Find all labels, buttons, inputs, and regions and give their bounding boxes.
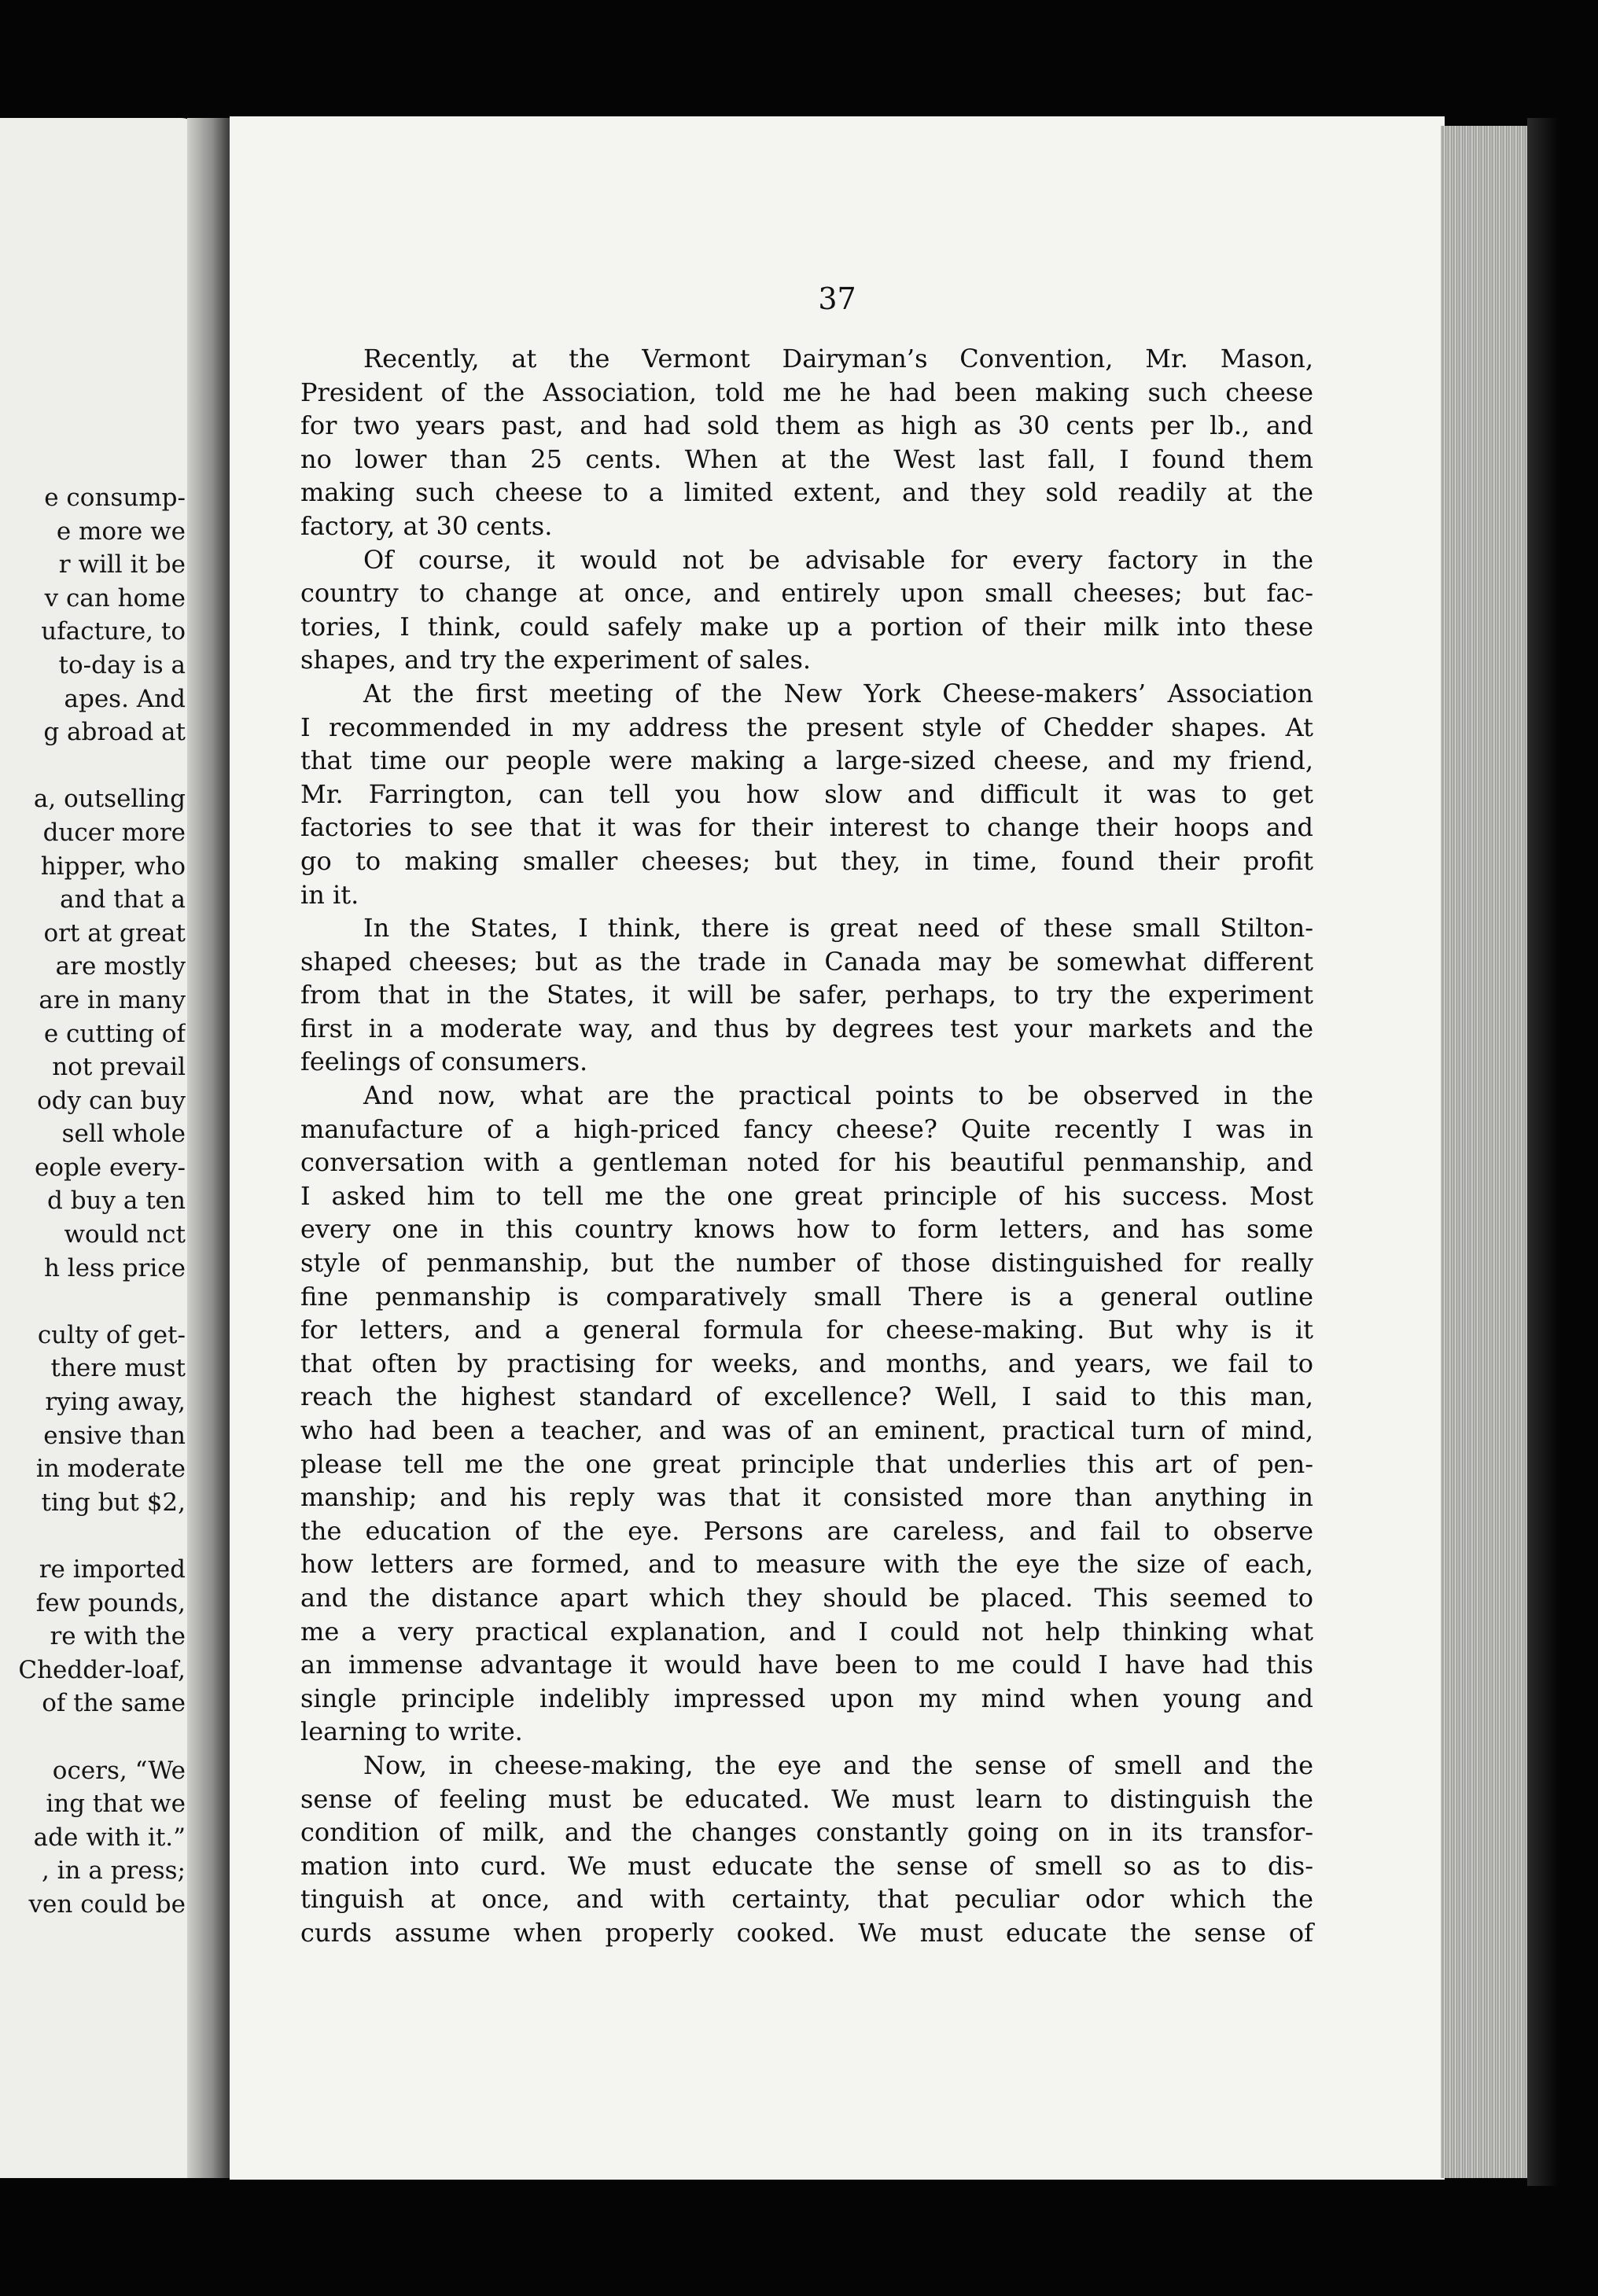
- text-line: Now, in cheese-making, the eye and the sense of smell and the: [363, 1750, 1313, 1780]
- previous-page-line: ocers, “We: [52, 1756, 186, 1785]
- previous-page-line: , in a press;: [41, 1856, 186, 1886]
- page-body-text: [300, 342, 1313, 1950]
- previous-page-line: a, outselling: [33, 785, 186, 814]
- text-line: and the distance apart which they should be placed. This seemed to: [300, 1582, 1313, 1613]
- previous-page-line: g abroad at: [43, 718, 186, 747]
- previous-page-line: h less price: [43, 1253, 186, 1282]
- previous-page-line: culty of get-: [37, 1320, 186, 1349]
- previous-page-line: Chedder-loaf,: [18, 1655, 186, 1684]
- previous-page-line: there must: [50, 1354, 186, 1383]
- page-edge-shadow: [1527, 118, 1559, 2186]
- previous-page-line: would nct: [64, 1220, 186, 1249]
- text-line: condition of milk, and the changes constantly going on in its transfor-: [300, 1817, 1313, 1848]
- previous-page-line: ufacture, to: [41, 617, 186, 646]
- text-line: sense of feeling must be educated. We must learn to distinguish the: [300, 1783, 1313, 1814]
- text-line: shaped cheeses; but as the trade in Canada may be somewhat different: [300, 946, 1313, 977]
- previous-page-line: ody can buy: [37, 1086, 186, 1115]
- text-line: me a very practical explanation, and I could not help thinking what: [300, 1616, 1313, 1647]
- text-line: factories to see that it was for their interest to change their hoops and: [300, 812, 1313, 843]
- text-line: for two years past, and had sold them as high as 30 cents per lb., and: [300, 410, 1313, 441]
- text-line: reach the highest standard of excellence? Well, I said to this man,: [300, 1382, 1313, 1412]
- text-line: from that in the States, it will be safer, perhaps, to try the experiment: [300, 980, 1313, 1010]
- text-line: factory, at 30 cents.: [300, 510, 553, 541]
- text-line: tinguish at once, and with certainty, that peculiar odor which the: [300, 1884, 1313, 1915]
- previous-page-text: [0, 481, 186, 1922]
- previous-page-line: re imported: [39, 1555, 186, 1584]
- text-line: go to making smaller cheeses; but they, in time, found their profit: [300, 845, 1313, 876]
- previous-page-line: ducer more: [42, 818, 186, 847]
- previous-page-line: ade with it.”: [33, 1823, 186, 1852]
- text-line: every one in this country knows how to form letters, and has some: [300, 1214, 1313, 1245]
- text-line: At the first meeting of the New York Cheese-makers’ Association: [363, 678, 1313, 708]
- text-line: no lower than 25 cents. When at the West last fall, I found them: [300, 443, 1313, 474]
- text-line: feelings of consumers.: [300, 1047, 588, 1077]
- previous-page-line: v can home: [44, 583, 186, 613]
- text-line: And now, what are the practical points to be observed in the: [363, 1080, 1313, 1111]
- text-line: first in a moderate way, and thus by degrees test your markets and the: [300, 1013, 1313, 1043]
- text-line: how letters are formed, and to measure with the eye the size of each,: [300, 1549, 1313, 1580]
- previous-page-line: not prevail: [52, 1053, 186, 1082]
- text-line: manufacture of a high-priced fancy cheese? Quite recently I was in: [300, 1113, 1313, 1144]
- previous-page-line: [0, 749, 186, 783]
- text-line: style of penmanship, but the number of those distinguished for really: [300, 1248, 1313, 1279]
- text-line: in it.: [300, 879, 359, 910]
- text-line: mation into curd. We must educate the sense of smell so as to dis-: [300, 1850, 1313, 1881]
- current-page: [230, 116, 1445, 2180]
- previous-page-line: r will it be: [58, 550, 186, 580]
- previous-page-line: to-day is a: [58, 650, 186, 679]
- text-line: I asked him to tell me the one great principle of his success. Most: [300, 1180, 1313, 1211]
- text-line: learning to write.: [300, 1716, 523, 1747]
- previous-page-line: rying away,: [45, 1388, 186, 1417]
- previous-page-line: eople every-: [35, 1153, 186, 1182]
- previous-page-line: [0, 1720, 186, 1754]
- previous-page-line: apes. And: [64, 684, 186, 713]
- previous-page-line: e cutting of: [43, 1019, 186, 1048]
- text-line: manship; and his reply was that it consisted more than anything in: [300, 1482, 1313, 1513]
- previous-page-line: [0, 1285, 186, 1319]
- text-line: conversation with a gentleman noted for his beautiful penmanship, and: [300, 1147, 1313, 1178]
- text-line: Recently, at the Vermont Dairyman’s Convention, Mr. Mason,: [363, 344, 1313, 373]
- text-line: fine penmanship is comparatively small There is a general outline: [300, 1281, 1313, 1312]
- previous-page-line: are mostly: [55, 952, 186, 981]
- previous-page-line: ting but $2,: [41, 1488, 186, 1517]
- previous-page-line: e consump-: [44, 484, 186, 512]
- previous-page-line: [0, 1519, 186, 1553]
- previous-page-line: in moderate: [35, 1455, 186, 1484]
- page-number: 37: [818, 281, 856, 316]
- text-line: that often by practising for weeks, and months, and years, we fail to: [300, 1348, 1313, 1378]
- previous-page-line: d buy a ten: [47, 1187, 186, 1216]
- previous-page-line: ort at great: [43, 918, 186, 947]
- text-line: shapes, and try the experiment of sales.: [300, 645, 812, 675]
- previous-page-line: ensive than: [43, 1421, 186, 1450]
- text-line: Mr. Farrington, can tell you how slow and difficult it was to get: [300, 778, 1313, 809]
- text-line: In the States, I think, there is great need of these small Stilton-: [363, 913, 1313, 944]
- page-block-edge: [1441, 126, 1527, 2178]
- text-line: that time our people were making a large-sized cheese, and my friend,: [300, 745, 1313, 776]
- text-line: an immense advantage it would have been to me could I have had this: [300, 1650, 1313, 1680]
- text-line: single principle indelibly impressed upon my mind when young and: [300, 1683, 1313, 1713]
- text-line: Of course, it would not be advisable for every factory in the: [363, 544, 1313, 575]
- previous-page: [0, 118, 203, 2178]
- text-line: making such cheese to a limited extent, and they sold readily at the: [300, 477, 1313, 508]
- previous-page-line: of the same: [42, 1689, 186, 1718]
- previous-page-line: re with the: [50, 1622, 186, 1651]
- previous-page-line: e more we: [56, 517, 186, 546]
- previous-page-line: are in many: [39, 985, 186, 1014]
- text-line: President of the Association, told me he had been making such cheese: [300, 377, 1313, 407]
- text-line: the education of the eye. Persons are careless, and fail to observe: [300, 1515, 1313, 1546]
- previous-page-line: sell whole: [61, 1120, 186, 1149]
- text-line: tories, I think, could safely make up a portion of their milk into these: [300, 611, 1313, 642]
- text-line: country to change at once, and entirely upon small cheeses; but fac-: [300, 578, 1313, 609]
- previous-page-line: few pounds,: [35, 1588, 186, 1617]
- text-line: curds assume when properly cooked. We must educate the sense of: [300, 1917, 1313, 1948]
- text-line: who had been a teacher, and was of an eminent, practical turn of mind,: [300, 1415, 1313, 1445]
- text-line: please tell me the one great principle that underlies this art of pen-: [300, 1448, 1313, 1479]
- previous-page-line: ven could be: [28, 1889, 186, 1919]
- previous-page-line: ing that we: [46, 1790, 186, 1819]
- book-gutter: [187, 118, 233, 2178]
- previous-page-line: hipper, who: [40, 852, 186, 881]
- text-line: for letters, and a general formula for cheese-making. But why is it: [300, 1315, 1313, 1345]
- previous-page-line: and that a: [60, 885, 186, 914]
- text-line: I recommended in my address the present style of Chedder shapes. At: [300, 712, 1313, 742]
